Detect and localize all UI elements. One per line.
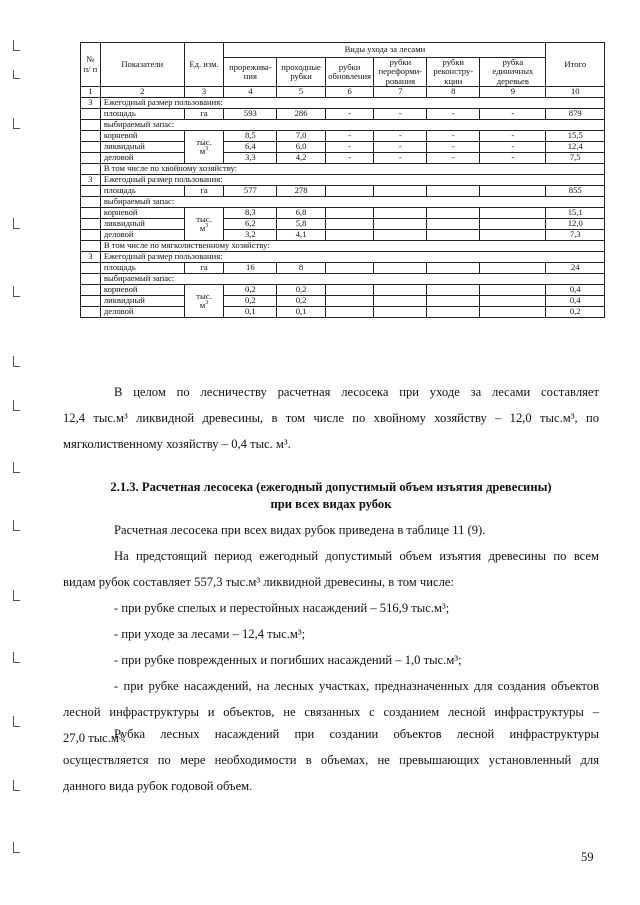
row-label: ликвидный bbox=[100, 219, 184, 230]
list-item: - при рубке поврежденных и погибших насаждений – 1,0 тыс.м³; bbox=[114, 653, 462, 667]
total-cell: 0,4 bbox=[546, 285, 605, 296]
cell bbox=[325, 307, 374, 318]
cell bbox=[427, 285, 480, 296]
cell bbox=[480, 186, 546, 197]
cell bbox=[325, 219, 374, 230]
col-number: 1 bbox=[81, 87, 101, 98]
cell: 0,1 bbox=[277, 307, 326, 318]
row-label: корневой bbox=[100, 285, 184, 296]
row-unit: га bbox=[184, 109, 224, 120]
header-type: рубка единичных деревьев bbox=[480, 58, 546, 87]
allowed-volume-paragraph: На предстоящий период ежегодный допустимый объем изъятия древесины по всем видам рубок составляет 557,3 тыс.м³ ликвидной древесины, в том числе: - при рубке спелых и перестойных насаждений – 516,9 тыс.м³; - при уходе за лесами – 12,4 тыс.м³; - при рубке поврежденных и погибших насаждений – 1,0 тыс.м³; - при рубке насаждений, на лесных участках, предназначенных для создания объектов лесной инфраструктуры и объектов, не связанных с созданием лесной инфраструктуры – 27,0 тыс.м³. bbox=[63, 549, 599, 745]
binding-mark bbox=[13, 462, 20, 473]
row-label: ликвидный bbox=[100, 296, 184, 307]
cell: 6,8 bbox=[277, 208, 326, 219]
section-heading: 2.1.3. Расчетная лесосека (ежегодный допустимый объем изъятия древесины) при всех видах рубок bbox=[110, 480, 552, 511]
area-row bbox=[81, 109, 605, 120]
header-type: рубки переформи-рования bbox=[374, 58, 427, 87]
cell: - bbox=[480, 153, 546, 164]
cell bbox=[427, 296, 480, 307]
cell: - bbox=[374, 142, 427, 153]
total-cell: 12,0 bbox=[546, 219, 605, 230]
cell: 3,2 bbox=[224, 230, 277, 241]
section-subtitle-row bbox=[81, 164, 605, 175]
cell bbox=[374, 219, 427, 230]
cell: - bbox=[325, 109, 374, 120]
total-cell: 7,3 bbox=[546, 230, 605, 241]
binding-mark bbox=[13, 40, 20, 51]
cell bbox=[325, 186, 374, 197]
total-cell: 15,5 bbox=[546, 131, 605, 142]
cell: 278 bbox=[277, 186, 326, 197]
cell: 4,1 bbox=[277, 230, 326, 241]
total-cell: 24 bbox=[546, 263, 605, 274]
stock-row bbox=[81, 219, 605, 230]
row-label: деловой bbox=[100, 153, 184, 164]
area-row bbox=[81, 263, 605, 274]
header-indicators: Показатели bbox=[100, 43, 184, 87]
forest-care-table bbox=[80, 42, 605, 318]
column-number-row bbox=[81, 87, 605, 98]
stock-unit: тыс. $м^3$ bbox=[184, 131, 224, 164]
row-label: корневой bbox=[100, 208, 184, 219]
cell: - bbox=[427, 131, 480, 142]
section-size-row bbox=[81, 252, 605, 263]
list-item: - при рубке насаждений, на лесных участках, предназначенных для создания объектов bbox=[114, 679, 599, 693]
cell bbox=[480, 263, 546, 274]
cell bbox=[480, 307, 546, 318]
page-number: 59 bbox=[581, 850, 594, 864]
stock-row bbox=[81, 230, 605, 241]
binding-mark bbox=[13, 218, 20, 229]
cell: 16 bbox=[224, 263, 277, 274]
section-num: 3 bbox=[81, 98, 101, 109]
binding-mark bbox=[13, 520, 20, 531]
binding-mark bbox=[13, 842, 20, 853]
col-number: 2 bbox=[100, 87, 184, 98]
cell bbox=[480, 285, 546, 296]
cell: 5,8 bbox=[277, 219, 326, 230]
stock-label: выбираемый запас: bbox=[100, 274, 604, 285]
col-number: 3 bbox=[184, 87, 224, 98]
cell: 286 bbox=[277, 109, 326, 120]
cell bbox=[427, 208, 480, 219]
area-row bbox=[81, 186, 605, 197]
cell bbox=[325, 208, 374, 219]
stock-label-row bbox=[81, 274, 605, 285]
col-number: 4 bbox=[224, 87, 277, 98]
section-subtitle-row bbox=[81, 241, 605, 252]
cell bbox=[427, 307, 480, 318]
cell bbox=[374, 208, 427, 219]
stock-label: выбираемый запас: bbox=[100, 120, 604, 131]
row-label: площадь bbox=[100, 186, 184, 197]
cell: 4,2 bbox=[277, 153, 326, 164]
cell bbox=[374, 296, 427, 307]
row-label: деловой bbox=[100, 230, 184, 241]
cell bbox=[480, 230, 546, 241]
cell bbox=[325, 285, 374, 296]
row-label: площадь bbox=[100, 109, 184, 120]
section-size-label: Ежегодный размер пользования: bbox=[100, 252, 604, 263]
section-size-row bbox=[81, 175, 605, 186]
header-row bbox=[81, 43, 605, 58]
cell: - bbox=[427, 109, 480, 120]
cell: - bbox=[427, 153, 480, 164]
stock-row bbox=[81, 285, 605, 296]
cell: - bbox=[374, 131, 427, 142]
section-size-label: Ежегодный размер пользования: bbox=[100, 98, 604, 109]
col-number: 5 bbox=[277, 87, 326, 98]
cell: - bbox=[325, 153, 374, 164]
binding-marks bbox=[0, 0, 20, 905]
section-size-label: Ежегодный размер пользования: bbox=[100, 175, 604, 186]
section-num: 3 bbox=[81, 252, 101, 263]
cell bbox=[480, 208, 546, 219]
stock-unit: тыс. $м^3$ bbox=[184, 208, 224, 241]
cell: 577 bbox=[224, 186, 277, 197]
cell bbox=[325, 296, 374, 307]
cell: 593 bbox=[224, 109, 277, 120]
col-number: 6 bbox=[325, 87, 374, 98]
cell bbox=[427, 219, 480, 230]
infrastructure-paragraph: Рубка лесных насаждений при создании объектов лесной инфраструктуры осуществляется по мере необходимости в объемах, не превышающих установленный для данного вида рубок годовой объем. bbox=[63, 727, 599, 793]
total-cell: 0,2 bbox=[546, 307, 605, 318]
binding-mark bbox=[13, 716, 20, 727]
row-label: корневой bbox=[100, 131, 184, 142]
cell bbox=[374, 230, 427, 241]
section-subtitle: В том числе по хвойному хозяйству: bbox=[100, 164, 604, 175]
stock-label: выбираемый запас: bbox=[100, 197, 604, 208]
row-label: площадь bbox=[100, 263, 184, 274]
cell bbox=[427, 230, 480, 241]
cell bbox=[325, 230, 374, 241]
cell: 0,2 bbox=[224, 285, 277, 296]
header-unit: Ед. изм. bbox=[184, 43, 224, 87]
col-number: 7 bbox=[374, 87, 427, 98]
list-item: - при уходе за лесами – 12,4 тыс.м³; bbox=[114, 627, 306, 641]
header-type: проходные рубки bbox=[277, 58, 326, 87]
cell bbox=[480, 219, 546, 230]
row-label: ликвидный bbox=[100, 142, 184, 153]
total-cell: 879 bbox=[546, 109, 605, 120]
cell: 8 bbox=[277, 263, 326, 274]
cell: 8,5 bbox=[224, 131, 277, 142]
binding-mark bbox=[13, 400, 20, 411]
cell bbox=[427, 263, 480, 274]
stock-row bbox=[81, 153, 605, 164]
cell: 6,2 bbox=[224, 219, 277, 230]
cell bbox=[374, 186, 427, 197]
cell bbox=[427, 186, 480, 197]
stock-row bbox=[81, 208, 605, 219]
stock-row bbox=[81, 296, 605, 307]
cell bbox=[374, 285, 427, 296]
stock-row bbox=[81, 307, 605, 318]
header-num: № п/ п bbox=[81, 43, 101, 87]
cell: 3,3 bbox=[224, 153, 277, 164]
total-cell: 7,5 bbox=[546, 153, 605, 164]
cell bbox=[325, 263, 374, 274]
table-reference-paragraph: Расчетная лесосека при всех видах рубок приведена в таблице 11 (9). bbox=[114, 523, 486, 537]
section-num: 3 bbox=[81, 175, 101, 186]
header-types-group: Виды ухода за лесами bbox=[224, 43, 546, 58]
cell: - bbox=[427, 142, 480, 153]
binding-mark bbox=[13, 652, 20, 663]
list-item: - при рубке спелых и перестойных насаждений – 516,9 тыс.м³; bbox=[114, 601, 450, 615]
cell: 0,1 bbox=[224, 307, 277, 318]
total-cell: 15,1 bbox=[546, 208, 605, 219]
total-cell: 0,4 bbox=[546, 296, 605, 307]
summary-paragraph: В целом по лесничеству расчетная лесосека при уходе за лесами составляет 12,4 тыс.м³ ликвидной древесины, в том числе по хвойному хозяйству – 12,0 тыс.м³, по мягколиственному хозяйству – 0,4 тыс. м³. bbox=[63, 385, 599, 451]
total-cell: 855 bbox=[546, 186, 605, 197]
stock-row bbox=[81, 131, 605, 142]
cell: 0,2 bbox=[224, 296, 277, 307]
col-number: 8 bbox=[427, 87, 480, 98]
section-subtitle: В том числе по мягколиственному хозяйству: bbox=[100, 241, 604, 252]
header-total: Итого bbox=[546, 43, 605, 87]
cell: - bbox=[480, 142, 546, 153]
row-unit: га bbox=[184, 263, 224, 274]
binding-mark bbox=[13, 286, 20, 297]
cell: 6,0 bbox=[277, 142, 326, 153]
binding-mark bbox=[13, 118, 20, 129]
cell bbox=[374, 307, 427, 318]
cell bbox=[374, 263, 427, 274]
row-label: деловой bbox=[100, 307, 184, 318]
cell: - bbox=[480, 109, 546, 120]
col-number: 9 bbox=[480, 87, 546, 98]
cell: - bbox=[325, 131, 374, 142]
cell: 0,2 bbox=[277, 285, 326, 296]
cell: 8,3 bbox=[224, 208, 277, 219]
row-unit: га bbox=[184, 186, 224, 197]
stock-label-row bbox=[81, 120, 605, 131]
cell: - bbox=[325, 142, 374, 153]
stock-unit: тыс. $м^3$ bbox=[184, 285, 224, 318]
cell bbox=[480, 296, 546, 307]
stock-label-row bbox=[81, 197, 605, 208]
cell: - bbox=[374, 109, 427, 120]
header-type: рубки обновления bbox=[325, 58, 374, 87]
binding-mark bbox=[13, 356, 20, 367]
header-type: рубки реконстру-кции bbox=[427, 58, 480, 87]
col-number: 10 bbox=[546, 87, 605, 98]
binding-mark bbox=[13, 70, 20, 79]
total-cell: 12,4 bbox=[546, 142, 605, 153]
section-size-row bbox=[81, 98, 605, 109]
cell: 6,4 bbox=[224, 142, 277, 153]
stock-row bbox=[81, 142, 605, 153]
cell: - bbox=[374, 153, 427, 164]
binding-mark bbox=[13, 590, 20, 601]
cell: - bbox=[480, 131, 546, 142]
header-type: прорежива-ния bbox=[224, 58, 277, 87]
cell: 0,2 bbox=[277, 296, 326, 307]
cell: 7,0 bbox=[277, 131, 326, 142]
binding-mark bbox=[13, 780, 20, 791]
